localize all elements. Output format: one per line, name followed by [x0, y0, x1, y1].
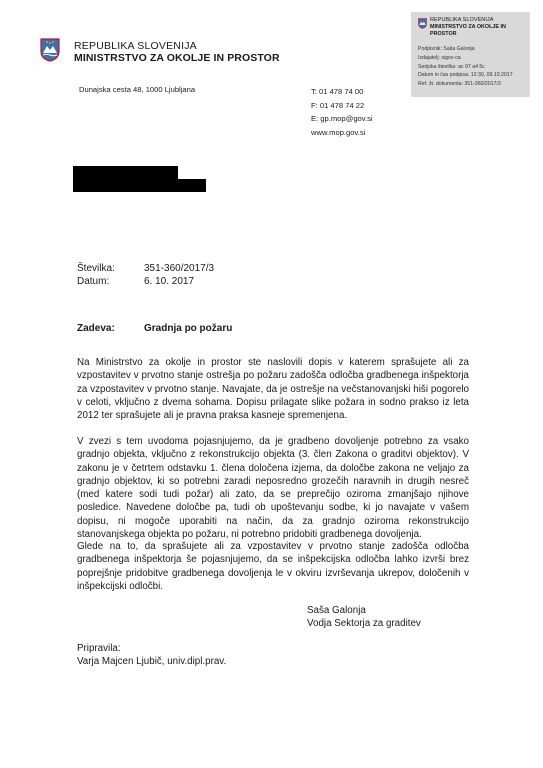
signatory-name: Saša Galonja [307, 605, 366, 616]
prepared-by-name: Varja Majcen Ljubič, univ.dipl.prav. [77, 656, 227, 667]
stamp-heading [430, 17, 530, 38]
prepared-by-label: Pripravila: [77, 643, 121, 654]
coat-of-arms-icon [40, 38, 60, 62]
redacted-recipient-line-2 [73, 179, 206, 192]
date-label: Datum: [77, 276, 110, 287]
stamp-issuer: Izdajatelj: sigov-ca [418, 54, 461, 61]
ministry-line-1: REPUBLIKA SLOVENIJA [74, 40, 197, 52]
subject-label: Zadeva: [77, 323, 115, 334]
contact-block [311, 85, 373, 139]
ministry-line-2: MINISTRSTVO ZA OKOLJE IN PROSTOR [74, 52, 280, 64]
stamp-serial: Serijska številka: ac 97 a4 5c [418, 63, 485, 70]
stamp-line-2: MINISTRSTVO ZA OKOLJE IN PROSTOR [430, 24, 506, 37]
stamp-coat-of-arms-icon [418, 18, 427, 29]
body-paragraph-2: V zvezi s tem uvodoma pojasnjujemo, da je gradbeno dovoljenje potrebno za vsako gradnjo objekta, vključno z rekonstrukcijo objekta (3. člen Zakona o graditvi objektov). V zakonu je v četrtem odstavku 1. člena določena izjema, da določbe zakona ne veljajo za gradnjo objektov, ki so potrebni zaradi neposredno grozečih naravnih in drugih nesreč (med katere sodi tudi požar) ali zato, da se preprečijo oziroma zmanjšajo njihove posledice. Navedene določbe pa, tudi ob upoštevanju sodbe, ki jo navajate v vašem dopisu, ni mogoče uporabiti na način, da za gradnjo oziroma rekonstrukcijo stanovanjskega objekta po požaru, ni potrebno pridobiti gradbenega dovoljenja. [77, 436, 469, 541]
signatory-title: Vodja Sektorja za graditev [307, 618, 421, 629]
subject-value: Gradnja po požaru [144, 323, 233, 334]
ministry-name [74, 40, 280, 64]
stamp-line-1: REPUBLIKA SLOVENIJA [430, 17, 494, 23]
redacted-recipient-line-1 [73, 166, 178, 180]
digital-signature-stamp [411, 12, 530, 97]
number-label: Številka: [77, 263, 115, 274]
prepared-by [77, 642, 226, 668]
date-value: 6. 10. 2017 [144, 276, 195, 287]
website: www.mop.gov.si [311, 127, 366, 137]
phone: T: 01 478 74 00 [311, 87, 364, 96]
ministry-address: Dunajska cesta 48, 1000 Ljubljana [79, 85, 196, 94]
email: E: gp.mop@gov.si [311, 114, 373, 124]
signature-block [307, 604, 421, 630]
stamp-datetime: Datum in čas podpisa: 12:30, 09.10.2017 [418, 72, 513, 79]
body-paragraph-1: Na Ministrstvo za okolje in prostor ste naslovili dopis v katerem sprašujete ali za vzpostavitev v prvotno stanje ostrešja po požaru zadošča odločba gradbenega inšpektorja za vzpostavitev v prvotno stanje. Navajate, da je ostrešje na večstanovanjski hiši pogorelo v celoti, vključno z dvema sohama. Dopisu prilagate slike požara in sodno prakso iz leta 2012 ter sprašujete ali je pravna praksa kasneje spremenjena. [77, 357, 469, 422]
body-paragraph-3: Glede na to, da sprašujete ali za vzpostavitev v prvotno stanje zadošča odločba gradbenega inšpektorja še pojasnjujemo, da se inšpekcijska odločba lahko izvrši brez poprejšnje pridobitve gradbenega dovoljenja le v okviru izvrševanja ukrepov, določenih v inšpekcijski odločbi. [77, 541, 469, 592]
stamp-details [418, 45, 513, 89]
number-value: 351-360/2017/3 [144, 263, 215, 274]
stamp-reference: Ref. št. dokumenta: 351-360/2017/3 [418, 81, 501, 88]
fax: F: 01 478 74 22 [311, 100, 365, 110]
stamp-signer: Podpisnik: Saša Galonja [418, 46, 475, 52]
